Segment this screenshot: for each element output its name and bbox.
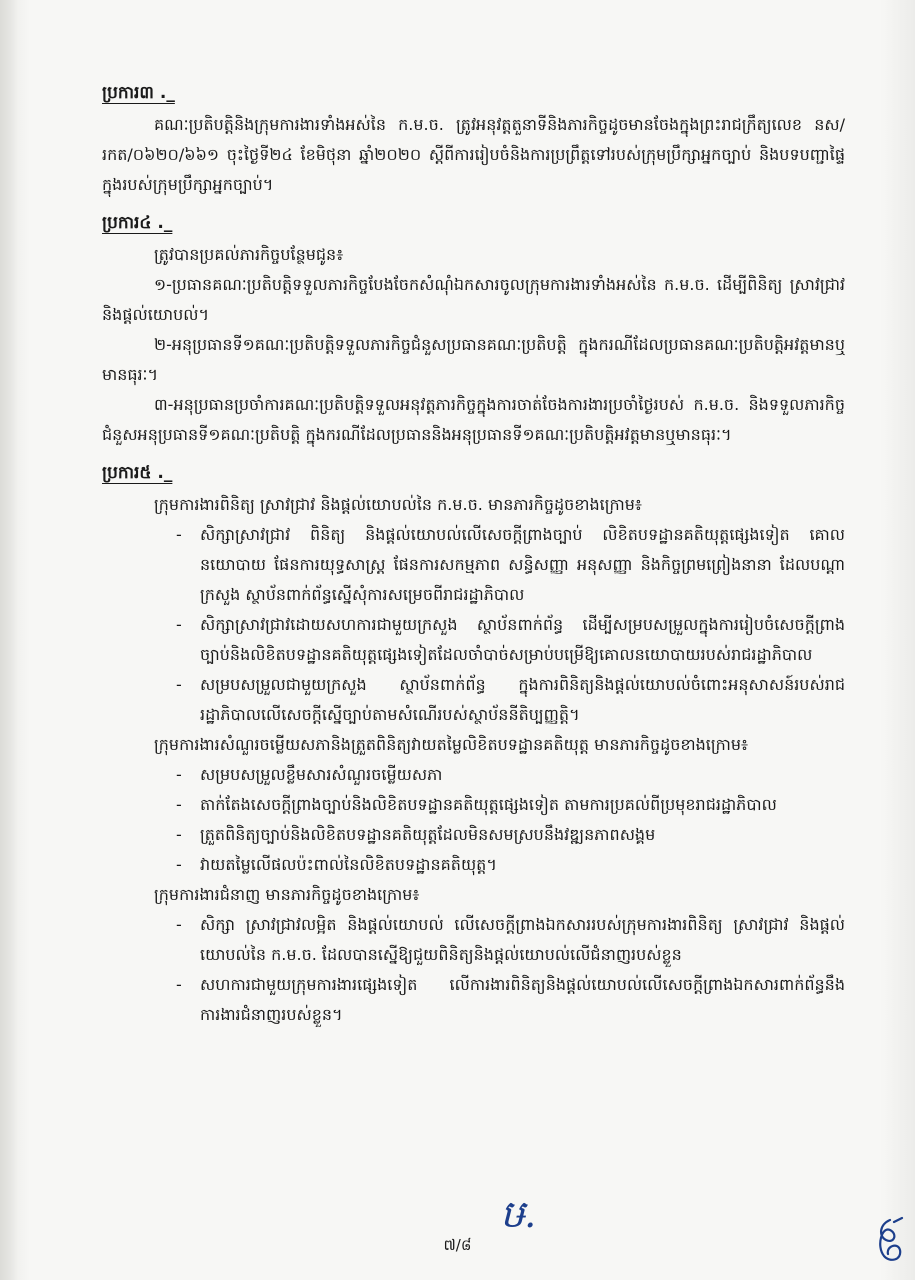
bullet-dash: - bbox=[176, 855, 182, 874]
bullet-dash: - bbox=[176, 795, 182, 814]
list-item-text: សិក្សាស្រាវជ្រាវដោយសហការជាមួយក្រសួង ស្ថាប័នពាក់ព័ន្ធ ដើម្បីសម្របសម្រួលក្នុងការរៀបចំសេចក្តីព្រាងច្បាប់និងលិខិតបទដ្ឋានគតិយុត្តផ្សេងទៀតដែលចាំបាច់សម្រាប់បម្រើឱ្យគោលនយោបាយរបស់រាជរដ្ឋាភិបាល bbox=[200, 615, 845, 664]
article-5-group-1-list bbox=[102, 520, 845, 730]
list-item bbox=[172, 820, 845, 850]
handwritten-initial: ឞ. bbox=[500, 1192, 537, 1236]
article-4-item-2: ២-អនុប្រធានទី១គណៈប្រតិបត្តិទទួលភារកិច្ចជំនួសប្រធានគណៈប្រតិបត្តិ ក្នុងករណីដែលប្រធានគណៈប្រតិបត្តិអវត្តមានឬមានធុរៈ។ bbox=[102, 335, 845, 384]
list-item-text: វាយតម្លៃលើផលប៉ះពាល់នៃលិខិតបទដ្ឋានគតិយុត្ត។ bbox=[200, 855, 497, 874]
article-3-body: គណៈប្រតិបត្តិនិងក្រុមការងារទាំងអស់នៃ ក.ម.ច. ត្រូវអនុវត្តតួនាទីនិងភារកិច្ចដូចមានចែងក្នុងព្រះរាជក្រឹត្យលេខ នស/រកត/០៦២០/៦៦១ ចុះថ្ងៃទី២៤ ខែមិថុនា ឆ្នាំ២០២០ ស្តីពីការរៀបចំនិងការប្រព្រឹត្តទៅរបស់ក្រុមប្រឹក្សាអ្នកច្បាប់ និងបទបញ្ជាផ្ទៃក្នុងរបស់ក្រុមប្រឹក្សាអ្នកច្បាប់។ bbox=[102, 115, 845, 194]
list-item-text: ត្រួតពិនិត្យច្បាប់និងលិខិតបទដ្ឋានគតិយុត្តដែលមិនសមស្របនឹងវឌ្ឍនភាពសង្គម bbox=[200, 825, 656, 844]
list-item bbox=[172, 610, 845, 670]
article-4-item-3: ៣-អនុប្រធានប្រចាំការគណៈប្រតិបត្តិទទួលអនុវត្តភារកិច្ចក្នុងការចាត់ចែងការងារប្រចាំថ្ងៃរបស់ ក.ម.ច. និងទទួលភារកិច្ចជំនួសអនុប្រធានទី១គណៈប្រតិបត្តិ ក្នុងករណីដែលប្រធាននិងអនុប្រធានទី១គណៈប្រតិបត្តិអវត្តមានឬមានធុរៈ។ bbox=[102, 395, 845, 444]
list-item-text: សិក្សាស្រាវជ្រាវ ពិនិត្យ និងផ្តល់យោបល់លើសេចក្តីព្រាងច្បាប់ លិខិតបទដ្ឋានគតិយុត្តផ្សេងទៀត គោលនយោបាយ ផែនការយុទ្ធសាស្ត្រ ផែនការសកម្មភាព សន្ធិសញ្ញា អនុសញ្ញា និងកិច្ចព្រមព្រៀងនានា ដែលបណ្តាក្រសួង ស្ថាប័នពាក់ព័ន្ធស្នើសុំការសម្រេចពីរាជរដ្ឋាភិបាល bbox=[200, 525, 845, 604]
bullet-dash: - bbox=[176, 615, 182, 634]
list-item bbox=[172, 790, 845, 820]
signature-mark-icon bbox=[872, 1216, 908, 1266]
article-5-group-3-intro: ក្រុមការងារជំនាញ មានភារកិច្ចដូចខាងក្រោម៖ bbox=[154, 885, 420, 904]
list-item-text: សិក្សា ស្រាវជ្រាវលម្អិត និងផ្តល់យោបល់ លើសេចក្តីព្រាងឯកសាររបស់ក្រុមការងារពិនិត្យ ស្រាវជ្រាវ និងផ្តល់យោបល់នៃ ក.ម.ច. ដែលបានស្នើឱ្យជួយពិនិត្យនិងផ្តល់យោបល់លើជំនាញរបស់ខ្លួន bbox=[200, 915, 845, 964]
list-item-text: សម្របសម្រួលជាមួយក្រសួង ស្ថាប័នពាក់ព័ន្ធ ក្នុងការពិនិត្យនិងផ្តល់យោបល់ចំពោះអនុសាសន៍របស់រាជរដ្ឋាភិបាលលើសេចក្តីស្នើច្បាប់តាមសំណើរបស់ស្ថាប័ននីតិប្បញ្ញត្តិ។ bbox=[200, 675, 845, 724]
article-4-intro: ត្រូវបានប្រគល់ភារកិច្ចបន្ថែមជូន៖ bbox=[154, 245, 344, 264]
article-5-group-1-intro: ក្រុមការងារពិនិត្យ ស្រាវជ្រាវ និងផ្តល់យោបល់នៃ ក.ម.ច. មានភារកិច្ចដូចខាងក្រោម៖ bbox=[154, 495, 642, 514]
article-5-group-2-intro: ក្រុមការងារសំណួរចម្លើយសភានិងត្រួតពិនិត្យវាយតម្លៃលិខិតបទដ្ឋានគតិយុត្ត មានភារកិច្ចដូចខាងក្រោម៖ bbox=[154, 735, 749, 754]
bullet-dash: - bbox=[176, 915, 182, 934]
bullet-dash: - bbox=[176, 765, 182, 784]
bullet-dash: - bbox=[176, 525, 182, 544]
list-item-text: សម្របសម្រួលខ្លឹមសារសំណួរចម្លើយសភា bbox=[200, 765, 443, 784]
list-item bbox=[172, 970, 845, 1030]
list-item-text: សហការជាមួយក្រុមការងារផ្សេងទៀត លើការងារពិនិត្យនិងផ្តល់យោបល់លើសេចក្តីព្រាងឯកសារពាក់ព័ន្ធនឹងការងារជំនាញរបស់ខ្លួន។ bbox=[200, 975, 845, 1024]
list-item bbox=[172, 850, 845, 880]
list-item bbox=[172, 910, 845, 970]
bullet-dash: - bbox=[176, 825, 182, 844]
article-5-heading: ប្រការ៥ ._ bbox=[102, 463, 173, 483]
list-item bbox=[172, 760, 845, 790]
bullet-dash: - bbox=[176, 975, 182, 994]
article-4-item-1: ១-ប្រធានគណៈប្រតិបត្តិទទួលភារកិច្ចបែងចែកសំណុំឯកសារចូលក្រុមការងារទាំងអស់នៃ ក.ម.ច. ដើម្បីពិនិត្យ ស្រាវជ្រាវ និងផ្តល់យោបល់។ bbox=[102, 275, 845, 324]
list-item bbox=[172, 520, 845, 610]
list-item-text: តាក់តែងសេចក្តីព្រាងច្បាប់និងលិខិតបទដ្ឋានគតិយុត្តផ្សេងទៀត តាមការប្រគល់ពីប្រមុខរាជរដ្ឋាភិបាល bbox=[200, 795, 777, 814]
bullet-dash: - bbox=[176, 675, 182, 694]
article-4-heading: ប្រការ៤ ._ bbox=[102, 213, 173, 233]
page-edge-shadow bbox=[0, 0, 18, 1280]
article-5-group-2-list bbox=[102, 760, 845, 880]
article-3-heading: ប្រការ៣ ._ bbox=[102, 83, 175, 103]
article-5-group-3-list bbox=[102, 910, 845, 1030]
page-number: ៧/៨ bbox=[443, 1236, 472, 1254]
list-item bbox=[172, 670, 845, 730]
